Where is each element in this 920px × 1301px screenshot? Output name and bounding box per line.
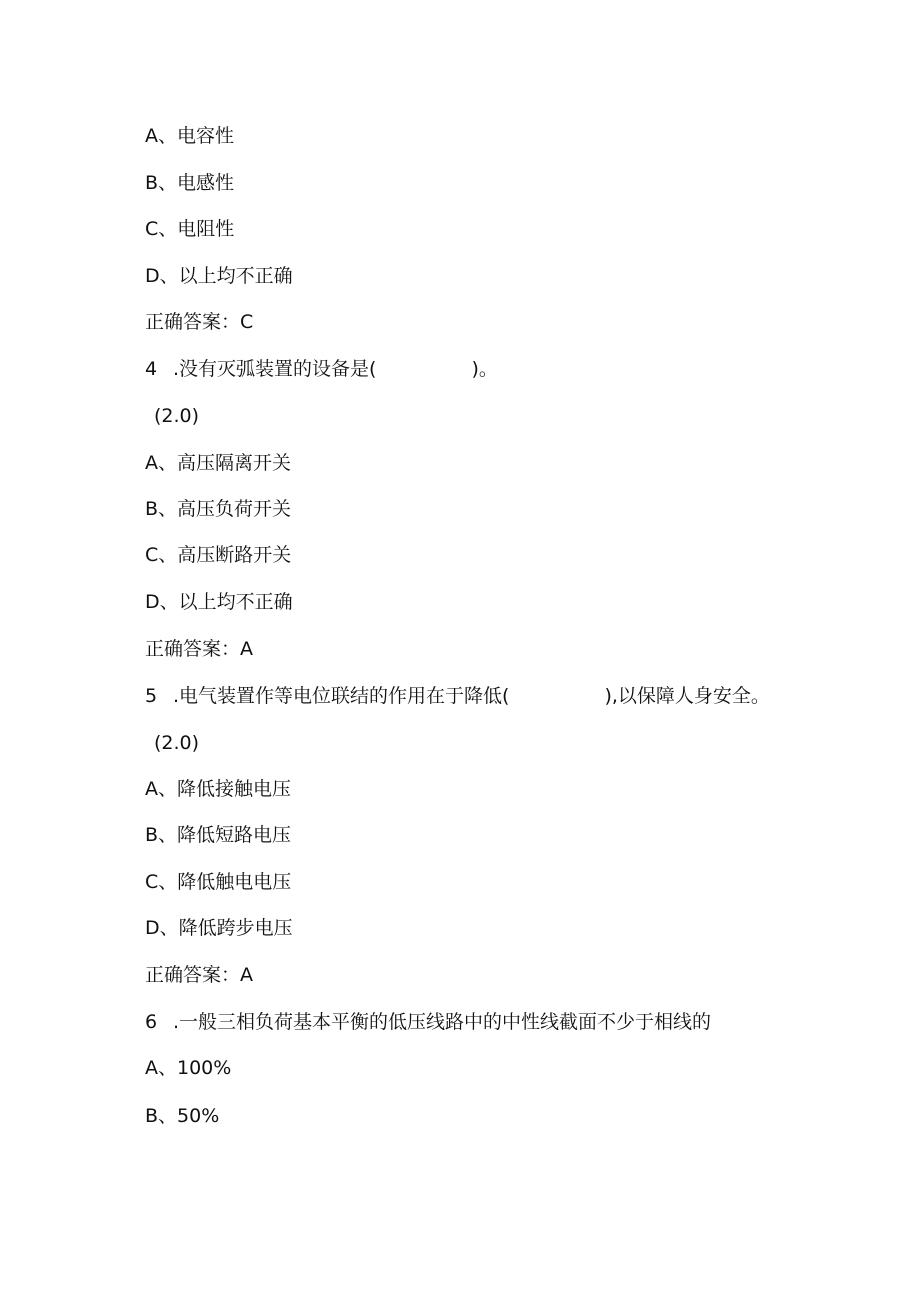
- q6-stem: .一般三相负荷基本平衡的低压线路中的中性线截面不少于相线的: [173, 1011, 712, 1033]
- q4-number: 4: [145, 358, 158, 380]
- q5-number: 5: [145, 685, 158, 707]
- q6-number: 6: [145, 1011, 158, 1033]
- q4-stem: .没有灭弧装置的设备是( )。: [173, 358, 498, 380]
- q6-option-b: B、50%: [145, 1105, 220, 1127]
- q4-option-d: D、以上均不正确: [145, 591, 293, 613]
- q4-answer: 正确答案：A: [145, 638, 253, 660]
- q5-option-d: D、降低跨步电压: [145, 917, 293, 939]
- q3-answer: 正确答案：C: [145, 311, 254, 333]
- q4-option-b: B、高压负荷开关: [145, 498, 292, 520]
- q5-stem: .电气装置作等电位联结的作用在于降低( ),以保障人身安全。: [173, 685, 770, 707]
- q3-option-d: D、以上均不正确: [145, 265, 293, 287]
- q3-option-a: A、电容性: [145, 125, 234, 147]
- q5-option-c: C、降低触电电压: [145, 871, 292, 893]
- q4-score: (2.0): [154, 405, 200, 427]
- q4-stem-line: [145, 357, 498, 381]
- q5-answer: 正确答案：A: [145, 964, 253, 986]
- q4-option-c: C、高压断路开关: [145, 544, 292, 566]
- q6-option-a: A、100%: [145, 1057, 232, 1079]
- q4-option-a: A、高压隔离开关: [145, 452, 291, 474]
- q5-option-a: A、降低接触电压: [145, 778, 291, 800]
- q5-score: (2.0): [154, 732, 200, 754]
- q3-option-b: B、电感性: [145, 172, 235, 194]
- q3-option-c: C、电阻性: [145, 218, 235, 240]
- q5-option-b: B、降低短路电压: [145, 824, 292, 846]
- q5-stem-line: [145, 684, 770, 708]
- q6-stem-line: [145, 1010, 711, 1034]
